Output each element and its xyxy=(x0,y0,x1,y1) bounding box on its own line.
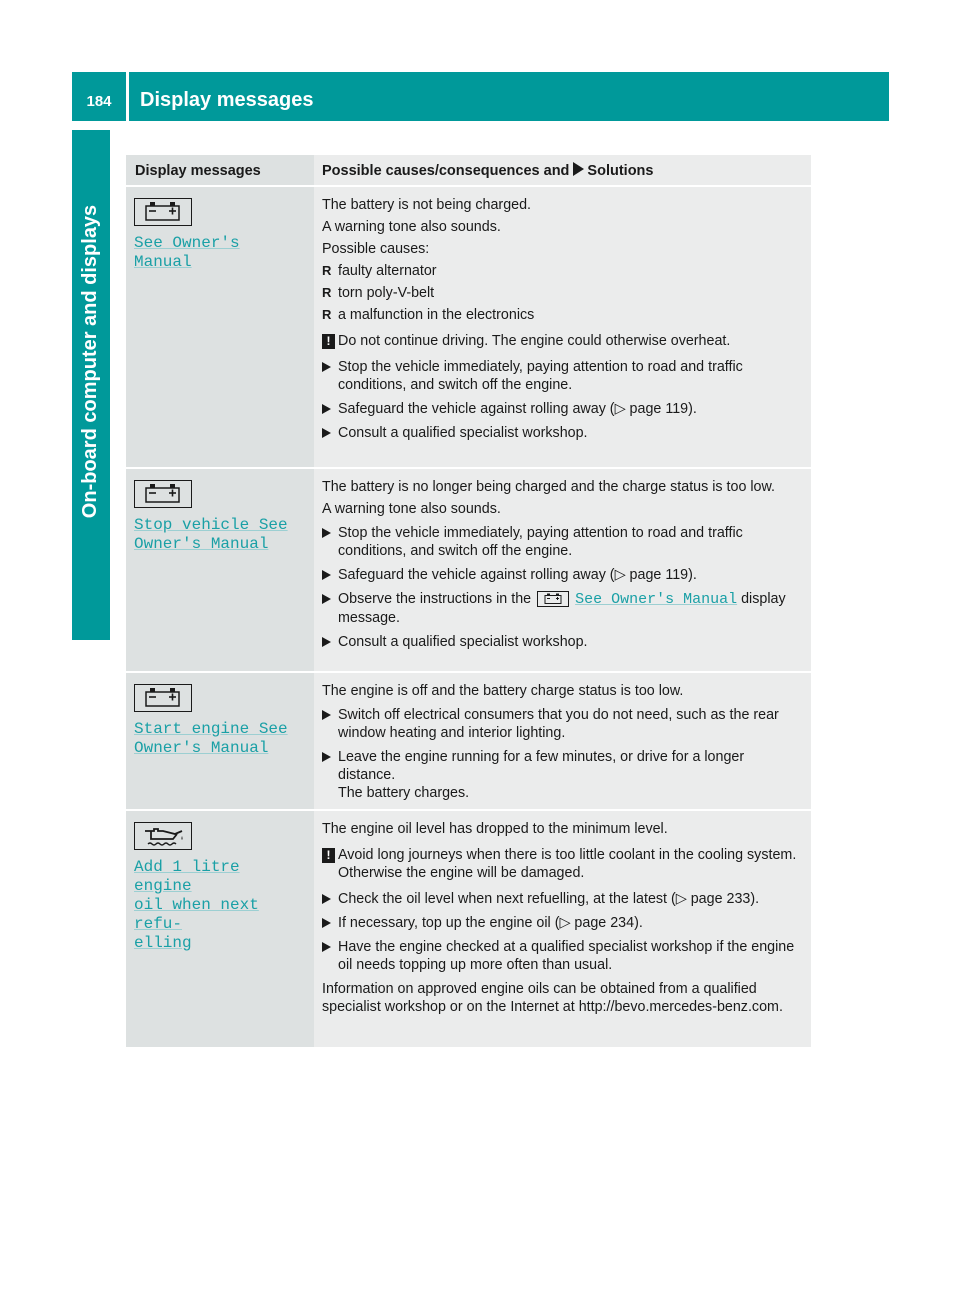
solution-step: Have the engine checked at a qualified specialist workshop if the engine oil needs topping up more often than usual. xyxy=(322,938,803,974)
message-cell xyxy=(126,811,314,1047)
message-cell xyxy=(126,469,314,671)
page-number: 184 xyxy=(86,93,112,110)
message-cell xyxy=(126,187,314,467)
exclamation-icon: ! xyxy=(322,334,335,349)
message-line: Start engine See xyxy=(134,720,288,738)
solution-step: Switch off electrical consumers that you do not need, such as the rear window heating and interior lighting. xyxy=(322,706,803,742)
solution-step xyxy=(322,590,803,627)
message-line: elling xyxy=(134,934,192,952)
intro-text: A warning tone also sounds. xyxy=(322,501,501,517)
intro-text: The engine is off and the battery charge status is too low. xyxy=(322,683,684,699)
intro-text: The battery is no longer being charged and the charge status is too low. xyxy=(322,479,776,495)
cause-item: R a malfunction in the electronics xyxy=(322,306,803,324)
intro-text: The battery is not being charged. xyxy=(322,197,532,213)
footer-note: Information on approved engine oils can be obtained from a qualified specialist workshop or on the Internet at http://bevo.mercedes-benz.com. xyxy=(322,981,783,1015)
display-messages-table xyxy=(126,155,811,1047)
display-message-text xyxy=(134,720,306,758)
warning-note xyxy=(322,332,803,350)
solution-step: Stop the vehicle immediately, paying attention to road and traffic conditions, and switch off the engine. xyxy=(322,524,803,560)
message-line: Owner's Manual xyxy=(134,535,269,553)
solution-step: Check the oil level when next refuelling, at the latest (▷ page 233). xyxy=(322,890,803,908)
oil-can-icon xyxy=(134,822,192,850)
warning-text: Avoid long journeys when there is too little coolant in the cooling system. Otherwise the engine will be damaged. xyxy=(338,847,797,881)
table-row xyxy=(126,673,811,811)
side-tab-marker xyxy=(72,602,110,640)
solution-step: If necessary, top up the engine oil (▷ page 234). xyxy=(322,914,803,932)
col-header-solutions-text: Solutions xyxy=(587,163,654,179)
header-separator xyxy=(126,72,129,121)
battery-icon xyxy=(134,684,192,712)
message-line: Stop vehicle See xyxy=(134,516,288,534)
battery-icon xyxy=(134,198,192,226)
observe-message: See Owner's Manual xyxy=(575,591,738,608)
intro-text: The engine oil level has dropped to the minimum level. xyxy=(322,821,668,837)
play-arrow-icon xyxy=(573,162,584,176)
battery-icon xyxy=(537,591,569,607)
cause-item: R faulty alternator xyxy=(322,262,803,280)
display-message-text xyxy=(134,516,306,554)
page-title: Display messages xyxy=(140,89,314,111)
message-line: oil when next refu- xyxy=(134,896,259,933)
side-tab-label-wrap xyxy=(72,130,110,592)
col-header-causes-text: Possible causes/consequences and xyxy=(322,163,570,179)
message-line: Owner's Manual xyxy=(134,739,269,757)
causes-cell xyxy=(314,673,811,809)
causes-cell xyxy=(314,469,811,671)
solution-step: Consult a qualified specialist workshop. xyxy=(322,633,803,651)
causes-cell xyxy=(314,811,811,1047)
solution-step: Safeguard the vehicle against rolling away (▷ page 119). xyxy=(322,566,803,584)
solution-step: Safeguard the vehicle against rolling away (▷ page 119). xyxy=(322,400,803,418)
intro-text: A warning tone also sounds. xyxy=(322,219,501,235)
solution-step: Stop the vehicle immediately, paying attention to road and traffic conditions, and switch off the engine. xyxy=(322,358,803,394)
message-line: See Owner's Manual xyxy=(134,234,240,271)
message-cell xyxy=(126,673,314,809)
step-note: The battery charges. xyxy=(338,785,470,801)
solution-step: Leave the engine running for a few minutes, or drive for a longer distance. xyxy=(322,748,803,784)
display-message-text xyxy=(134,858,306,953)
col-header-display-messages: Display messages xyxy=(126,155,314,185)
table-row xyxy=(126,469,811,673)
observe-prefix: Observe the instructions in the xyxy=(338,591,532,607)
table-row xyxy=(126,811,811,1047)
causes-cell xyxy=(314,187,811,467)
battery-icon xyxy=(134,480,192,508)
table-row xyxy=(126,187,811,469)
message-line: Add 1 litre engine xyxy=(134,858,240,895)
exclamation-icon: ! xyxy=(322,848,335,863)
side-tab-label: On-board computer and displays xyxy=(79,204,102,518)
warning-note xyxy=(322,846,803,882)
col-header-causes xyxy=(314,155,811,185)
intro-text: Possible causes: xyxy=(322,241,430,257)
cause-item: R torn poly-V-belt xyxy=(322,284,803,302)
warning-text: Do not continue driving. The engine could otherwise overheat. xyxy=(338,333,731,349)
table-header-row xyxy=(126,155,811,187)
display-message-text xyxy=(134,234,306,272)
observe-suffix: display message. xyxy=(338,591,786,626)
solution-step: Consult a qualified specialist workshop. xyxy=(322,424,803,442)
